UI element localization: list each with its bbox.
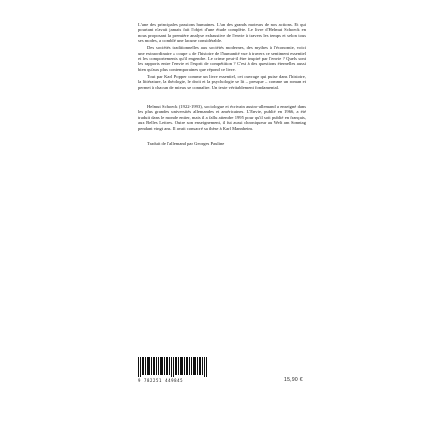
translator-credit: Traduit de l'allemand par Georges Pauline [147, 140, 225, 146]
blurb-column [138, 22, 306, 146]
barcode-icon [138, 357, 208, 377]
price-label: 15,90 € [284, 377, 303, 383]
blurb-paragraph-2: Des sociétés traditionnelles aux sociétés modernes, des mythes à l'économie, voici une extraordinaire « coupe » de l'histoire de l'humanité vue à travers ce sentiment essentiel et les comportements qu'il engendre. Le crime peut-il être inspiré par l'envie ? Quels sont les rapports entre l'envie et l'esprit de compétition ? C'est à des questions éternelles aussi bien qu'aux plus contemporaines que répond ce livre. [138, 45, 306, 72]
isbn-digits: 9 782251 449845 [138, 378, 184, 383]
blurb-paragraph-3: Tout par Karl Popper comme un livre essentiel, cet ouvrage qui puise dans l'histoire, la littérature, la théologie, le droit et la psychologie se lit – presque – comme un roman et permet à chacun de mieux se connaître. Un texte véritablement fondamental. [138, 74, 306, 90]
isbn-barcode [138, 357, 248, 387]
blurb-paragraph-1: L'une des principales passions humaines. L'un des grands moteurs de nos actions. Et qui pourtant n'avait jamais fait l'objet d'une étude complète. Le livre d'Helmut Schoeck en nous proposant la première analyse exhaustive de l'envie à travers les temps et selon tous ses modes, a comblé une lacune considérable. [138, 22, 306, 44]
author-bio: Helmut Schoeck (1922-1993), sociologue et écrivain austro-allemand a enseigné dans les plus grandes universités allemandes et américaines. L'Envie, publié en 1966, a été traduit dans le monde entier, mais il a fallu attendre 1995 pour qu'il soit publié en français, aux Belles Lettres. Outre son enseignement, il fut aussi chroniqueur au Welt am Sonntag pendant vingt ans. Il avait consacré sa thèse à Karl Mannheim. [138, 104, 306, 131]
